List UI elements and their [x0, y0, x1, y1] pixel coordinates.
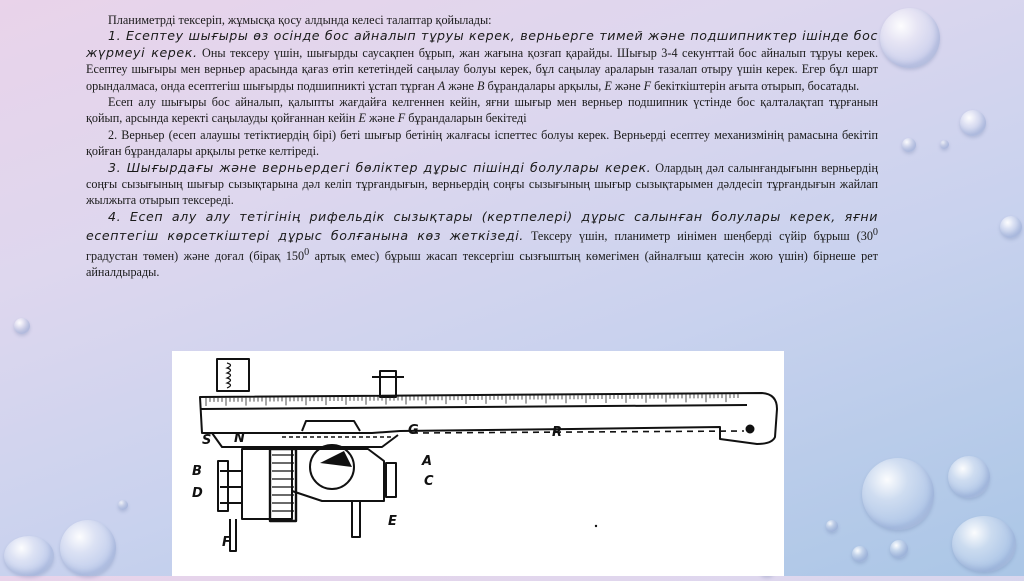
label-R: R [552, 425, 563, 440]
label-G: G [408, 423, 419, 438]
droplet [852, 546, 868, 562]
droplet [1000, 216, 1022, 238]
label-E: E [388, 514, 397, 529]
label-S: S [202, 433, 212, 448]
requirement-4-heading: 4. Есеп алу алу тетігінің рифельдік сызықтары (кертпелері) дұрыс салынған болулары керек, яғни есептегіш көрсеткіштері дұрыс болғанына көз жеткізеді. [86, 208, 878, 244]
droplet [14, 318, 30, 334]
droplet [952, 516, 1016, 572]
requirement-1-continuation: Есеп алу шығыры бос айналып, қалыпты жағдайға келгеннен кейін, яғни шығыр мен верньер подшипник үстінде бос қалталақтап тұрғанын қойып, арсында керекті саңылауды қойғаннан кейін Е және F бұрандаларын бекітеді [86, 95, 878, 126]
droplet [960, 110, 986, 136]
droplet [862, 458, 934, 530]
label-A: A [422, 454, 433, 469]
droplet [118, 500, 128, 510]
label-B: B [192, 464, 202, 479]
label-D: D [192, 486, 203, 501]
droplet [948, 456, 990, 498]
planimeter-diagram [172, 351, 784, 576]
droplet [880, 8, 940, 68]
droplet [890, 540, 908, 558]
droplet [60, 520, 116, 576]
intro-text: Планиметрді тексеріп, жұмысқа қосу алдында келесі талаптар қойылады: [108, 13, 492, 27]
requirement-1-heading: 1. Есептеу шығыры өз осінде бос айналып тұруы керек, верньерге тимей және подшипниктер ішінде бос жүрмеуі керек. [86, 28, 878, 60]
label-N: N [234, 431, 245, 446]
label-C: C [424, 474, 434, 489]
label-F: F [222, 535, 231, 550]
requirement-4: 4. Есеп алу алу тетігінің рифельдік сызықтары (кертпелері) дұрыс салынған болулары керек, яғни есептегіш көрсеткіштері дұрыс болғанына көз жеткізеді. Тексеру үшін, планиметр иінімен шеңберді сүйір бұрыш ($30^0$ градустан төмен) және доғал (бірақ $150^0$ артық емес) бұрыш жасап тексергіш сызғыштың көмегімен (айналғыш қатесін жою үшін) бірнеше рет айналдырады. [86, 208, 878, 280]
planimeter-drawing [172, 351, 784, 576]
droplet [4, 536, 54, 576]
requirement-3-heading: 3. Шығырдағы және верньердегі бөліктер дұрыс пішінді болулары керек. [108, 159, 652, 175]
requirement-3: 3. Шығырдағы және верньердегі бөліктер дұрыс пішінді болулары керек. Олардың дәл салынғандығынн верньердің соңғы сызығының шығыр сызықтарына дәл келіп тұрғандығын, верньердің соңғы сызығының шығыр сызықтарымен дәлдесіп тұрғандығын жайлап жылжыта отырып тексереді. [86, 159, 878, 208]
droplet [902, 138, 916, 152]
requirement-2: 2. Верньер (есеп алаушы тетіктиердің бірі) беті шығыр бетінің жалғасы іспеттес болуы керек. Верньерді есептеу механизмінің рамасына бекітіп қойған бұрандалары арқылы ретке келтіреді. [86, 127, 878, 159]
droplet [826, 520, 838, 532]
droplet [940, 140, 949, 149]
requirement-1: 1. Есептеу шығыры өз осінде бос айналып тұруы керек, верньерге тимей және подшипниктер ішінде бос жүрмеуі керек. Оны тексеру үшін, шығырды саусақпен бұрып, жан жағына қозғап қарайды. Шығыр 3-4 секунттай бос айналып тұруы керек. Есептеу шығыры мен верньер арасында қағаз өтіп кететіндей саңылау болуы керек, бұл саңылау араларын тазалап отыру үшін керек. Егер бұл шарт орындалмаса, онда есептегіш шығырды подшипникті ұстап тұрған А және В бұрандалары арқылы, Е және F бекіткіштерін ағыта отырып, босатады. [86, 28, 878, 93]
text-content [86, 12, 878, 281]
